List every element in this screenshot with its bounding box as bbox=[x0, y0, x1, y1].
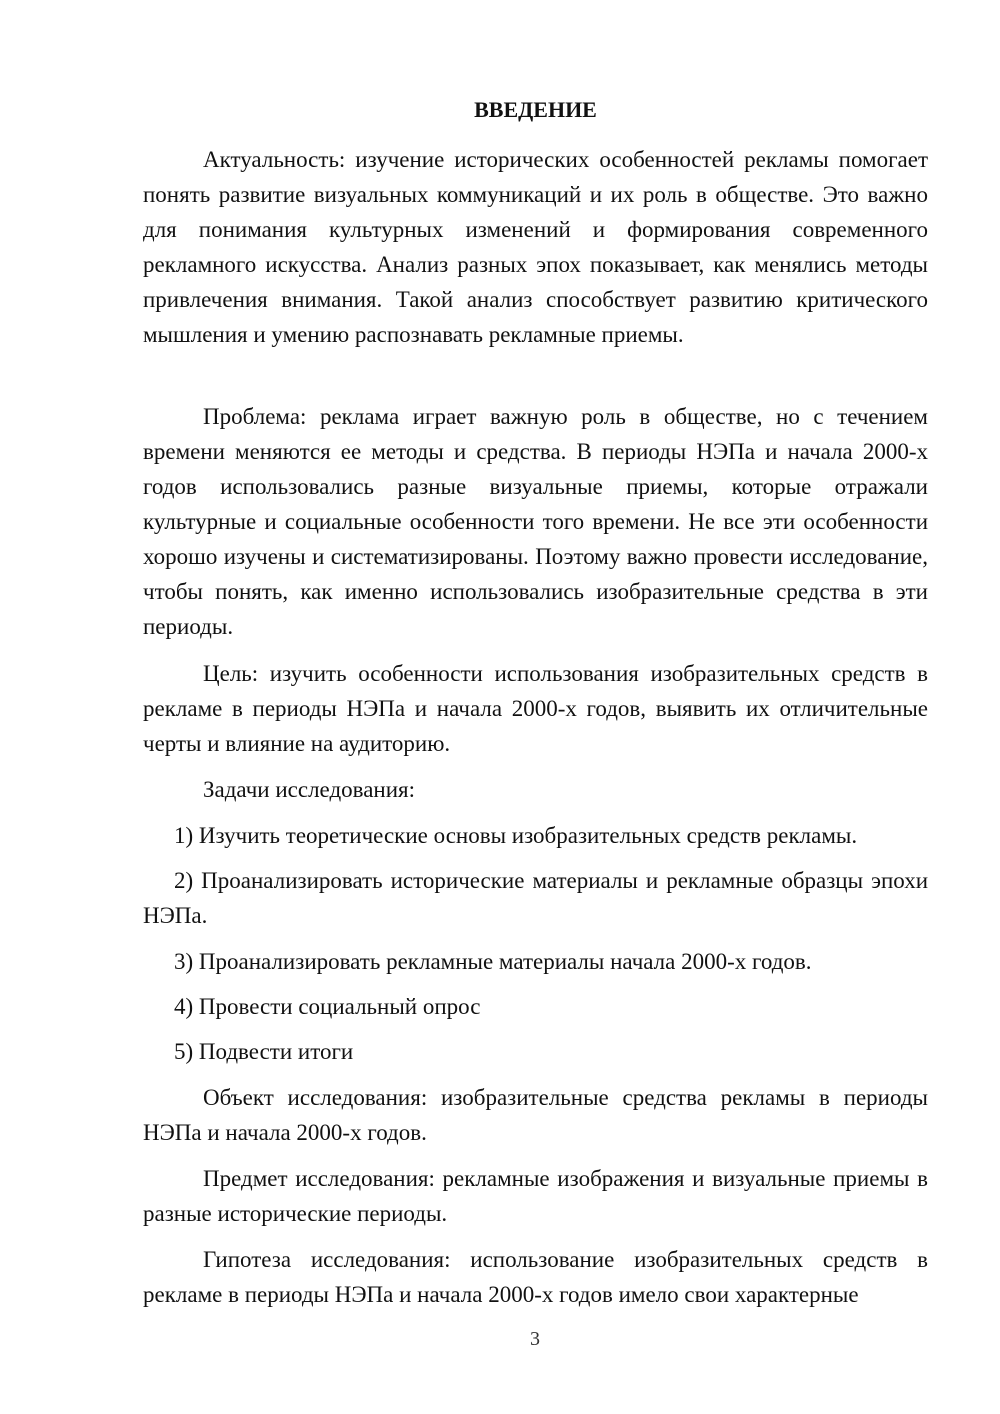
task-item-3: 3) Проанализировать рекламные материалы начала 2000-х годов. bbox=[174, 949, 812, 974]
task-item-2: 2) Проанализировать исторические материалы и рекламные образцы эпохи НЭПа. bbox=[143, 868, 928, 928]
page-number: 3 bbox=[530, 1328, 540, 1350]
section-title: ВВЕДЕНИЕ bbox=[474, 97, 597, 122]
task-item-5: 5) Подвести итоги bbox=[174, 1039, 354, 1064]
task-item-1: 1) Изучить теоретические основы изобразительных средств рекламы. bbox=[174, 823, 858, 848]
paragraph-object: Объект исследования: изобразительные средства рекламы в периоды НЭПа и начала 2000-х годов. bbox=[143, 1085, 928, 1145]
paragraph-problem: Проблема: реклама играет важную роль в обществе, но с течением времени меняются ее методы и средства. В периоды НЭПа и начала 2000-х годов использовались разные визуальные приемы, которые отражали культурные и социальные особенности того времени. Не все эти особенности хорошо изучены и систематизированы. Поэтому важно провести исследование, чтобы понять, как именно использовались изобразительные средства в эти периоды. bbox=[143, 404, 928, 639]
paragraph-subject: Предмет исследования: рекламные изображения и визуальные приемы в разные исторические периоды. bbox=[143, 1166, 928, 1226]
paragraph-goal: Цель: изучить особенности использования изобразительных средств в рекламе в периоды НЭПа и начала 2000-х годов, выявить их отличительные черты и влияние на аудиторию. bbox=[143, 661, 928, 756]
tasks-heading: Задачи исследования: bbox=[203, 777, 416, 802]
paragraph-relevance: Актуальность: изучение исторических особенностей рекламы помогает понять развитие визуальных коммуникаций и их роль в обществе. Это важно для понимания культурных изменений и формирования современного рекламного искусства. Анализ разных эпох показывает, как менялись методы привлечения внимания. Такой анализ способствует развитию критического мышления и умению распознавать рекламные приемы. bbox=[143, 147, 928, 347]
paragraph-hypothesis: Гипотеза исследования: использование изобразительных средств в рекламе в периоды НЭПа и начала 2000-х годов имело свои характерные bbox=[143, 1247, 928, 1307]
task-item-4: 4) Провести социальный опрос bbox=[174, 994, 481, 1019]
